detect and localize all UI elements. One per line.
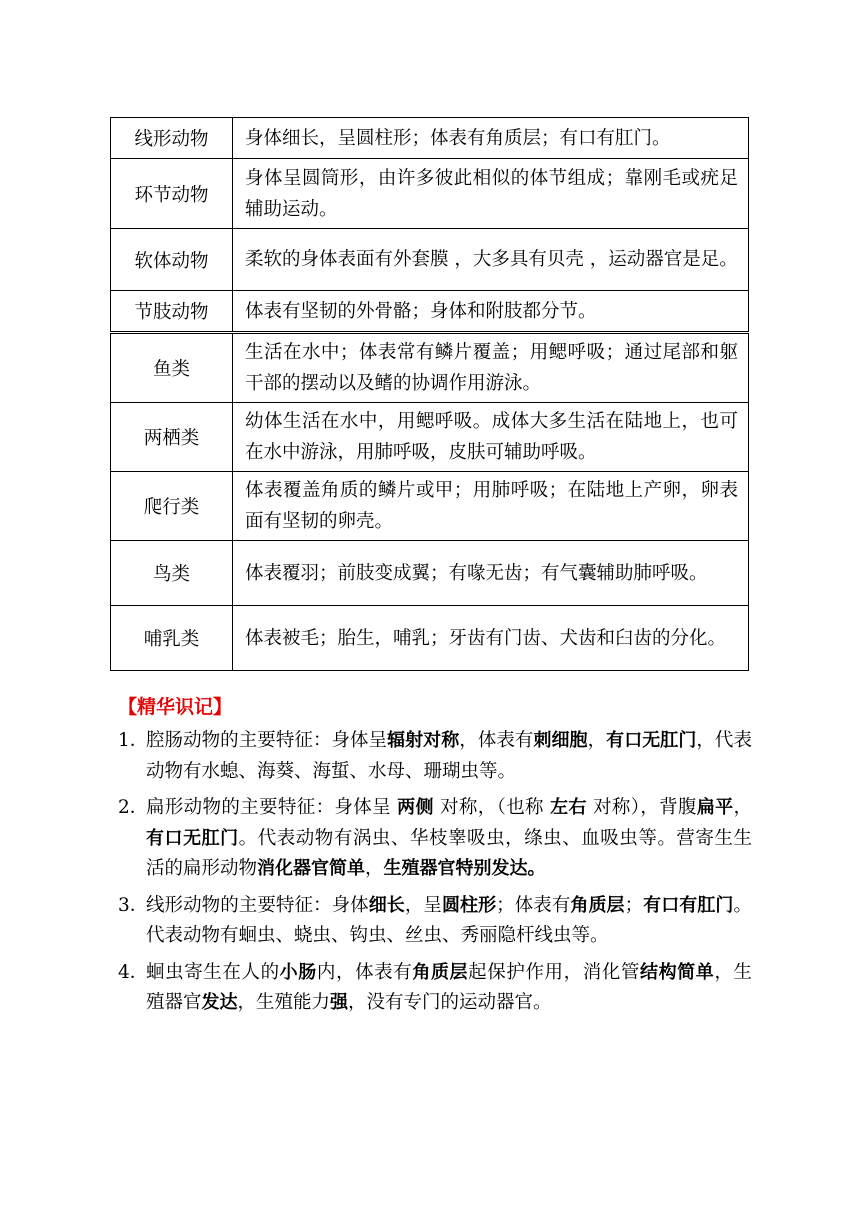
emphasized-text: 强 <box>330 992 349 1013</box>
text-run: ； <box>624 894 644 916</box>
text-run: 起保护作用，消化管 <box>468 961 641 983</box>
emphasized-text: 消化器官简单 <box>257 858 366 879</box>
text-run: ，代表动物有水螅、海葵、海蜇、水母、珊瑚虫等。 <box>146 730 752 782</box>
table-row <box>111 472 749 541</box>
emphasized-text: 小肠 <box>279 961 317 983</box>
text-run: 蛔虫寄生在人的 <box>146 961 280 983</box>
animal-group-name: 两栖类 <box>111 403 233 472</box>
animal-group-features: 体表覆盖角质的鳞片或甲；用肺呼吸；在陆地上产卵，卵表面有坚韧的卵壳。 <box>233 472 749 541</box>
emphasized-text: 角质层 <box>570 894 625 916</box>
text-run: ， <box>733 797 753 818</box>
animal-group-name: 线形动物 <box>111 118 233 159</box>
text-run: 。代表动物有涡虫、华枝睾吸虫，绦虫、血吸虫等。营寄生生活的扁形动物 <box>146 827 752 879</box>
animal-group-name: 节肢动物 <box>111 291 233 333</box>
key-points-section <box>118 692 752 1025</box>
text-run: ，没有专门的运动器官。 <box>348 992 552 1013</box>
emphasized-text: 有口有肛门 <box>643 894 734 916</box>
text-run: 对称，（也称 <box>433 797 551 818</box>
text-run: ， <box>587 730 607 751</box>
emphasized-text: 辐射对称 <box>387 730 460 751</box>
text-run: ，体表有 <box>459 730 534 751</box>
emphasized-text: 刺细胞 <box>533 730 588 751</box>
table-row <box>111 541 749 606</box>
table-row <box>111 403 749 472</box>
animal-group-name: 鱼类 <box>111 333 233 403</box>
text-run: ，呈 <box>404 894 442 916</box>
text-run: 。代表动物有蛔虫、蛲虫、钩虫、丝虫、秀丽隐杆线虫等。 <box>146 894 753 946</box>
emphasized-text: 左右 <box>550 797 587 818</box>
text-run: 对称），背腹 <box>586 797 697 818</box>
table-row <box>111 606 749 671</box>
emphasized-text: 结构简单 <box>640 961 715 983</box>
key-points-list <box>118 726 752 1019</box>
animal-group-features: 柔软的身体表面有外套膜 ，大多具有贝壳 ，运动器官是足。 <box>233 229 749 291</box>
text-run: 线形动物的主要特征：身体 <box>146 894 369 916</box>
emphasized-text: 圆柱形 <box>441 894 497 916</box>
list-item <box>118 958 752 1019</box>
list-item-number: 3． <box>118 894 149 916</box>
table-row <box>111 333 749 403</box>
emphasized-text: 角质层 <box>412 961 469 983</box>
list-item-number: 4． <box>118 961 149 983</box>
list-item-number: 2． <box>118 797 149 818</box>
table-row <box>111 159 749 229</box>
emphasized-text: 扁平 <box>696 797 734 818</box>
animal-group-features: 幼体生活在水中，用鳃呼吸。成体大多生活在陆地上，也可在水中游泳，用肺呼吸，皮肤可辅助呼吸。 <box>233 403 749 472</box>
text-run: ，生殖能力 <box>237 992 331 1013</box>
table-row <box>111 291 749 333</box>
section-heading: 【精华识记】 <box>118 696 233 718</box>
list-item <box>118 891 752 952</box>
animal-group-features: 体表被毛；胎生，哺乳；牙齿有门齿、犬齿和臼齿的分化。 <box>233 606 749 671</box>
animal-group-name: 哺乳类 <box>111 606 233 671</box>
text-run: ，生殖器官 <box>146 961 753 1013</box>
text-run: ， <box>365 858 384 879</box>
animal-group-name: 环节动物 <box>111 159 233 229</box>
emphasized-text: 两侧 <box>397 797 434 818</box>
emphasized-text: 发达 <box>201 992 238 1013</box>
animal-group-name: 软体动物 <box>111 229 233 291</box>
animal-group-features: 身体细长，呈圆柱形；体表有角质层；有口有肛门。 <box>233 118 749 159</box>
animal-group-name: 鸟类 <box>111 541 233 606</box>
emphasized-text: 生殖器官特别发达。 <box>383 858 546 879</box>
text-run: ；体表有 <box>496 894 571 916</box>
table-row <box>111 118 749 159</box>
animal-group-features: 生活在水中；体表常有鳞片覆盖；用鳃呼吸；通过尾部和躯干部的摆动以及鳍的协调作用游泳。 <box>233 333 749 403</box>
text-run: 腔肠动物的主要特征：身体呈 <box>146 730 388 751</box>
emphasized-text: 有口无肛门 <box>146 827 239 849</box>
emphasized-text: 细长 <box>368 894 405 916</box>
animal-group-features: 体表有坚韧的外骨骼；身体和附肢都分节。 <box>233 291 749 333</box>
text-run: 扁形动物的主要特征：身体呈 <box>146 797 398 818</box>
list-item-number: 1． <box>118 730 149 751</box>
emphasized-text: 有口无肛门 <box>606 730 697 751</box>
animal-group-features: 体表覆羽；前肢变成翼；有喙无齿；有气囊辅助肺呼吸。 <box>233 541 749 606</box>
animal-classification-table <box>110 117 749 671</box>
animal-group-features: 身体呈圆筒形，由许多彼此相似的体节组成；靠刚毛或疣足辅助运动。 <box>233 159 749 229</box>
list-item <box>118 726 752 787</box>
text-run: 内，体表有 <box>316 961 413 983</box>
animal-group-name: 爬行类 <box>111 472 233 541</box>
table-row <box>111 229 749 291</box>
list-item <box>118 793 752 885</box>
